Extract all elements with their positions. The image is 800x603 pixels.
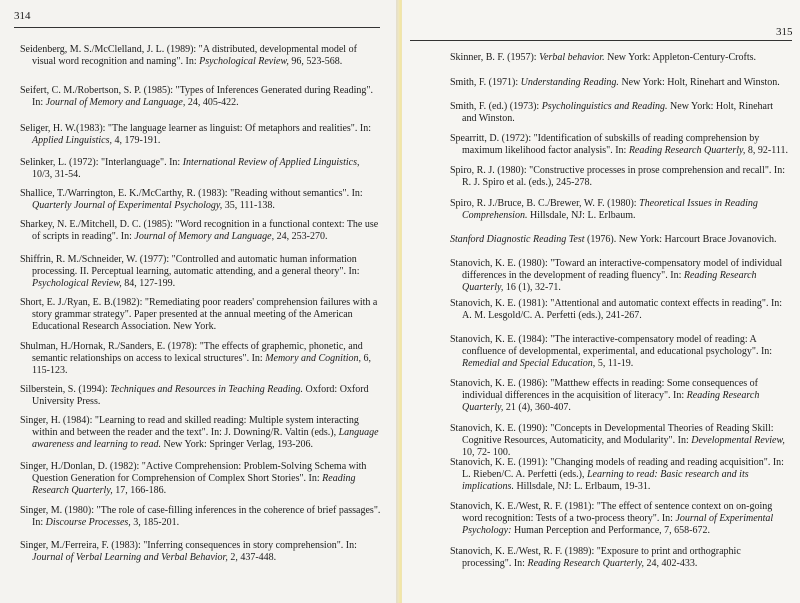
- reference-title: Verbal behavior.: [539, 52, 605, 63]
- reference-post: 6, 115-123.: [32, 353, 372, 377]
- reference-entry: [20, 188, 382, 212]
- reference-title: Reading Research Quarterly,: [628, 145, 746, 157]
- reference-post: (1976). New York: Harcourt Brace Jovanovich.: [584, 234, 777, 245]
- reference-entry: [20, 254, 382, 291]
- reference-pre: Singer, M. (1980): "The role of case-filling inferences in the coherence of brief passages". In:: [20, 505, 381, 529]
- reference-pre: Stanovich, K. E. (1990): "Concepts in Developmental Theories of Reading Skill: Cognitive Resources, Automaticity, and Modularity". In:: [450, 423, 774, 447]
- reference-entry: [20, 85, 382, 109]
- reference-pre: Shallice, T./Warrington, E. K./McCarthy, R. (1983): "Reading without semantics". In:: [20, 188, 363, 199]
- reference-entry: [20, 384, 382, 408]
- reference-pre: Singer, M./Ferreira, F. (1983): "Inferring consequences in story comprehension". In:: [20, 540, 357, 551]
- reference-entry: [450, 198, 790, 222]
- reference-entry: [450, 52, 790, 64]
- reference-entry: [20, 123, 382, 147]
- reference-pre: Stanovich, K. E. (1986): "Matthew effects in reading: Some consequences of individual differences in the acquisition of literacy". In:: [450, 378, 758, 402]
- reference-title: Journal of Experimental Psychology:: [462, 513, 774, 537]
- reference-post: 84, 127-199.: [121, 278, 176, 290]
- reference-post: New York: Holt, Rinehart and Winston.: [462, 101, 774, 125]
- reference-title: Applied Linguistics,: [32, 135, 112, 147]
- reference-post: 10, 72- 100.: [462, 447, 511, 459]
- reference-pre: Spiro, R. J./Bruce, B. C./Brewer, W. F. (1980):: [450, 198, 640, 209]
- reference-entry: [450, 423, 790, 460]
- reference-pre: Singer, H. (1984): "Learning to read and skilled reading: Multiple system interacting within and between the reader and the text". In: J. Downing/R. Valtin (eds.),: [20, 415, 359, 439]
- reference-entry: [450, 234, 790, 246]
- reference-pre: Selinker, L. (1972): "Interlanguage". In:: [20, 157, 183, 168]
- reference-pre: Stanovich, K. E. (1991): "Changing models of reading and reading acquisition". In: L. Rieben/C. A. Perfetti (eds.),: [450, 457, 784, 481]
- reference-pre: Seliger, H. W.(1983): "The language learner as linguist: Of metaphors and realities". In:: [20, 123, 372, 134]
- reference-pre: Stanovich, K. E. (1981): "Attentional and automatic context effects in reading". In: A. M. Lesgold/C. A. Perfetti (eds.), 241-267.: [450, 298, 783, 322]
- reference-entry: [20, 157, 382, 181]
- reference-entry: [20, 44, 382, 68]
- reference-post: 4, 179-191.: [112, 135, 161, 147]
- reference-pre: Stanovich, K. E./West, R. F. (1989): "Exposure to print and orthographic processing". In:: [450, 546, 741, 570]
- reference-title: Stanford Diagnostic Reading Test: [450, 234, 585, 245]
- reference-title: International Review of Applied Linguistics,: [182, 157, 360, 168]
- reference-title: Psychological Review,: [32, 278, 122, 290]
- reference-post: 24, 253-270.: [274, 231, 328, 243]
- reference-entry: [450, 298, 790, 322]
- reference-entry: [450, 101, 790, 125]
- reference-post: New York: Holt, Rinehart and Winston.: [618, 77, 780, 88]
- reference-title: Reading Research Quarterly,: [527, 558, 645, 570]
- reference-list-left: [20, 0, 382, 603]
- reference-post: 10/3, 31-54.: [32, 169, 81, 181]
- page-number-right: 315: [776, 26, 793, 38]
- reference-pre: Shulman, H./Hornak, R./Sanders, E. (1978): "The effects of graphemic, phonetic, and semantic relationships on access to lexical structures". In:: [20, 341, 363, 365]
- reference-title: Learning to read: Basic research and its implications.: [462, 469, 749, 493]
- page-number-left: 314: [14, 10, 31, 22]
- reference-post: 8, 92-111.: [745, 145, 788, 157]
- reference-title: Journal of Memory and Language,: [134, 231, 275, 243]
- reference-title: Developmental Review,: [691, 435, 785, 447]
- reference-title: Psycholinguistics and Reading.: [541, 101, 668, 112]
- reference-entry: [20, 415, 382, 452]
- reference-pre: Seifert, C. M./Robertson, S. P. (1985): "Types of Inferences Generated during Reading". In:: [20, 85, 373, 109]
- reference-entry: [450, 133, 790, 157]
- reference-title: Theoretical Issues in Reading Comprehension.: [462, 198, 758, 222]
- reference-title: Reading Research Quarterly,: [32, 473, 356, 497]
- reference-post: 16 (1), 32-71.: [503, 282, 561, 294]
- reference-post: Oxford: Oxford University Press.: [32, 384, 369, 408]
- reference-post: Hillsdale, NJ: L. Erlbaum.: [527, 210, 636, 222]
- reference-title: Techniques and Resources in Teaching Reading.: [110, 384, 304, 395]
- reference-title: Memory and Cognition,: [265, 353, 362, 365]
- reference-entry: [450, 77, 790, 89]
- reference-pre: Short, E. J./Ryan, E. B.(1982): "Remediating poor readers' comprehension failures with a story grammar strategy". Paper presented at the annual meeting of the American Educational Research Association. New York.: [20, 297, 378, 333]
- reference-entry: [450, 546, 790, 570]
- right-page: [402, 0, 800, 603]
- reference-entry: [20, 540, 382, 564]
- reference-title: Journal of Verbal Learning and Verbal Behavior,: [32, 552, 228, 564]
- reference-title: Reading Research Quarterly,: [462, 390, 760, 414]
- reference-pre: Spearritt, D. (1972): "Identification of subskills of reading comprehension by maximum likelihood factor analysis". In:: [450, 133, 760, 157]
- reference-post: Human Perception and Performance, 7, 658-672.: [511, 525, 710, 537]
- reference-title: Quarterly Journal of Experimental Psychology,: [32, 200, 223, 212]
- reference-pre: Smith, F. (ed.) (1973):: [450, 101, 542, 112]
- reference-title: Language awareness and learning to read.: [32, 427, 379, 451]
- reference-post: 5, 11-19.: [595, 358, 634, 370]
- reference-post: Hillsdale, NJ: L. Erlbaum, 19-31.: [513, 481, 651, 493]
- reference-title: Understanding Reading.: [520, 77, 619, 88]
- reference-entry: [20, 341, 382, 378]
- reference-entry: [450, 501, 790, 538]
- reference-title: Discourse Processes,: [45, 517, 131, 529]
- reference-post: 17, 166-186.: [112, 485, 167, 497]
- reference-post: New York: Appleton-Century-Crofts.: [604, 52, 757, 63]
- reference-title: Reading Research Quarterly,: [462, 270, 757, 294]
- reference-pre: Silberstein, S. (1994):: [20, 384, 111, 395]
- reference-entry: [450, 378, 790, 415]
- reference-pre: Sharkey, N. E./Mitchell, D. C. (1985): "Word recognition in a functional context: The use of scripts in reading". In:: [20, 219, 379, 243]
- reference-title: Psychological Review,: [199, 56, 289, 68]
- reference-entry: [450, 457, 790, 494]
- reference-post: New York: Springer Verlag, 193-206.: [160, 439, 314, 451]
- reference-entry: [20, 219, 382, 243]
- reference-entry: [20, 297, 382, 334]
- reference-title: Journal of Memory and Language,: [45, 97, 186, 109]
- reference-entry: [20, 505, 382, 529]
- reference-pre: Smith, F. (1971):: [450, 77, 521, 88]
- reference-post: 24, 402-433.: [644, 558, 698, 570]
- reference-pre: Shiffrin, R. M./Schneider, W. (1977): "Controlled and automatic human information processing. II. Perceptual learning, automatic attending, and a general theory". In:: [20, 254, 360, 278]
- reference-list-right: [450, 0, 790, 603]
- reference-entry: [450, 258, 790, 295]
- reference-entry: [450, 334, 790, 371]
- reference-pre: Stanovich, K. E. (1980): "Toward an interactive-compensatory model of individual differences in the development of reading fluency". In:: [450, 258, 783, 282]
- reference-pre: Singer, H./Donlan, D. (1982): "Active Comprehension: Problem-Solving Schema with Question Generation for Comprehension of Complex Short Stories". In:: [20, 461, 367, 485]
- reference-pre: Seidenberg, M. S./McClelland, J. L. (1989): "A distributed, developmental model of visual word recognition and naming". In:: [20, 44, 357, 68]
- reference-title: Remedial and Special Education,: [462, 358, 596, 370]
- reference-pre: Spiro, R. J. (1980): "Constructive processes in prose comprehension and recall". In: R. J. Spiro et al. (eds.), 245-278.: [450, 165, 786, 189]
- reference-pre: Stanovich, K. E./West, R. F. (1981): "The effect of sentence context on on-going word recognition: Tests of a two-process theory". In:: [450, 501, 773, 525]
- reference-post: 21 (4), 360-407.: [503, 402, 571, 414]
- reference-pre: Skinner, B. F. (1957):: [450, 52, 540, 63]
- reference-post: 2, 437-448.: [227, 552, 277, 564]
- reference-entry: [20, 461, 382, 498]
- reference-post: 35, 111-138.: [222, 200, 275, 212]
- reference-post: 3, 185-201.: [130, 517, 180, 529]
- left-page: [0, 0, 398, 603]
- reference-post: 96, 523-568.: [288, 56, 343, 68]
- reference-post: 24, 405-422.: [185, 97, 239, 109]
- reference-entry: [450, 165, 790, 189]
- reference-pre: Stanovich, K. E. (1984): "The interactive-compensatory model of reading: A confluence of developmental, experimental, and educational psychology". In:: [450, 334, 773, 358]
